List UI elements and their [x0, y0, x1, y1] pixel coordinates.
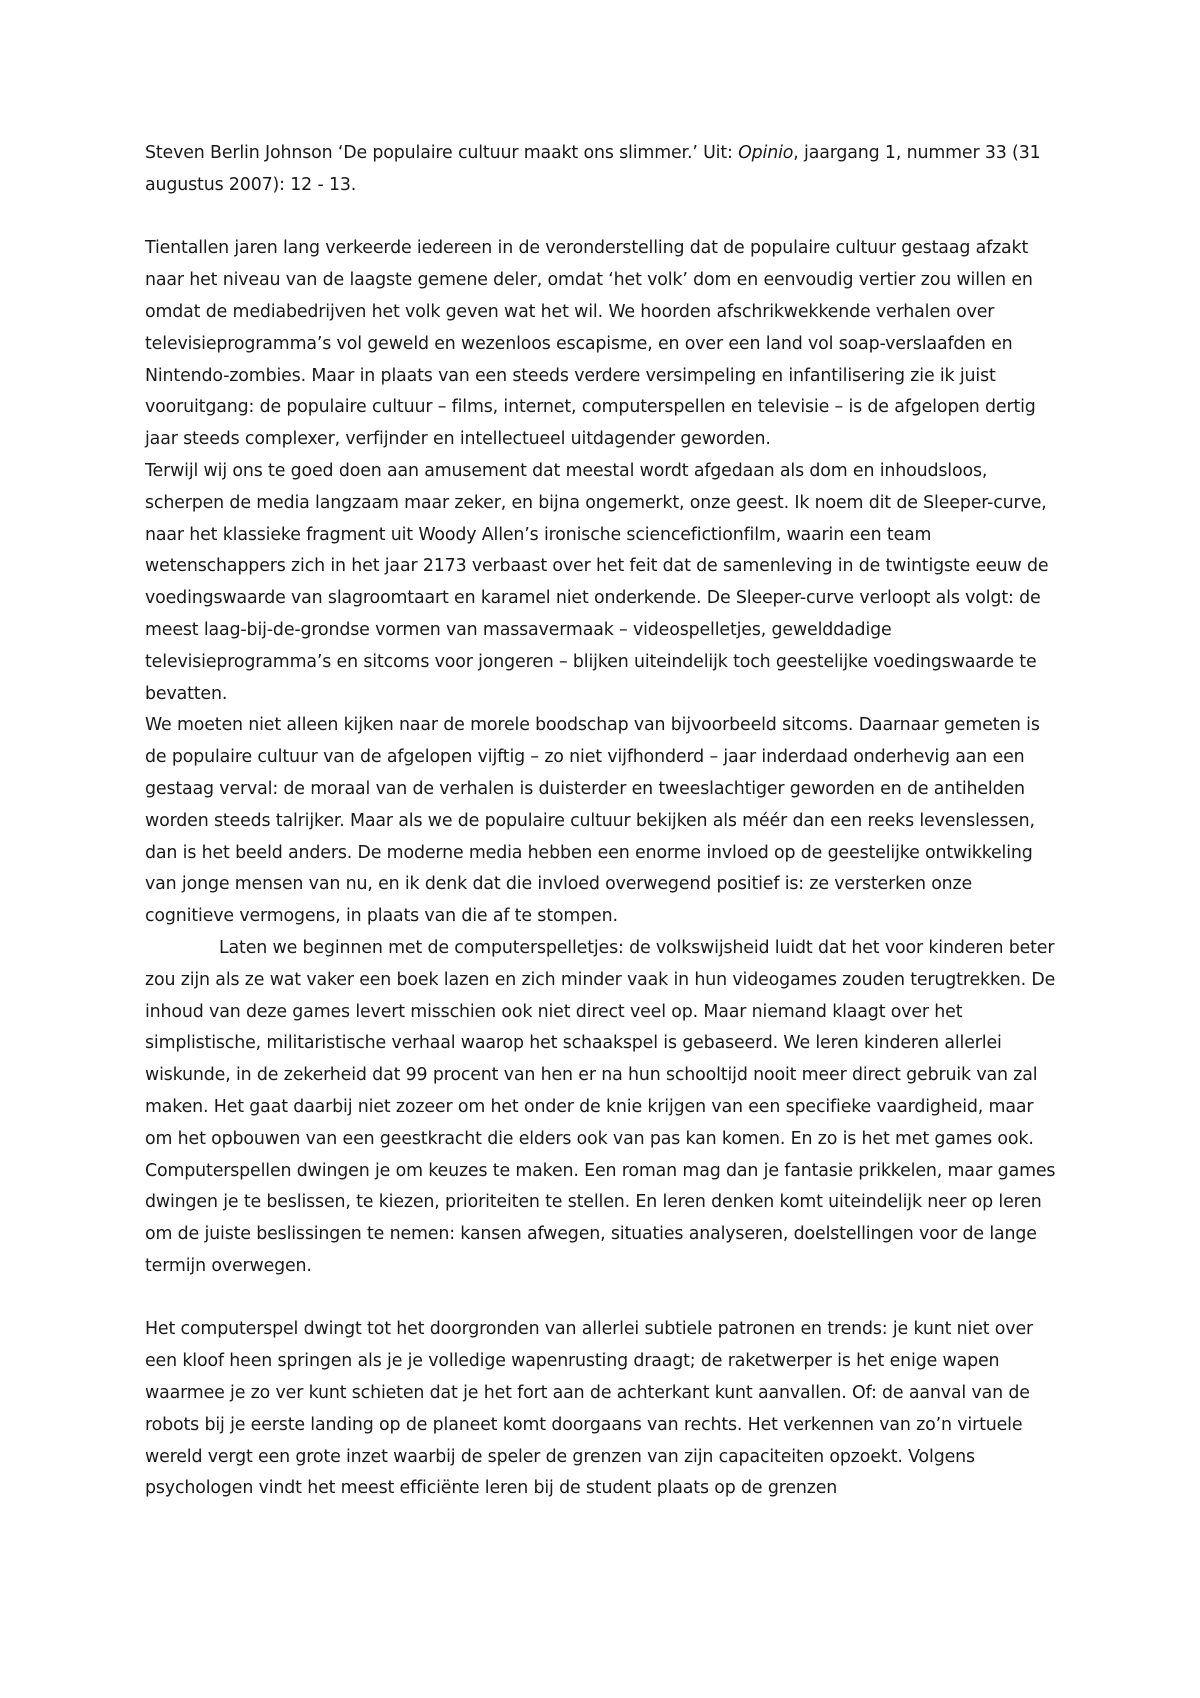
citation-text: Steven Berlin Johnson ‘De populaire cultuur maakt ons slimmer.’ Uit: [145, 143, 739, 163]
paragraph-1: Tientallen jaren lang verkeerde iedereen in de veronderstelling dat de populaire cultuur gestaag afzakt naar het niveau van de laagste gemene deler, omdat ‘het volk’ dom en eenvoudig vertier zou willen en omdat de mediabedrijven het volk geven wat het wil. We hoorden afschrikwekkende verhalen over televisieprogramma’s vol geweld en wezenloos escapisme, en over een land vol soap-verslaafden en Nintendo-zombies. Maar in plaats van een steeds verdere versimpeling en infantilisering zie ik juist vooruitgang: de populaire cultuur – films, internet, computerspellen en televisie – is de afgelopen dertig jaar steeds complexer, verfijnder en intellectueel uitdagender geworden. [145, 238, 1036, 450]
paragraph-5: Het computerspel dwingt tot het doorgronden van allerlei subtiele patronen en trends: je kunt niet over een kloof heen springen als je je volledige wapenrusting draagt; de raketwerper is het enige wapen waarmee je zo ver kunt schieten dat je het fort aan de achterkant kunt aanvallen. Of: de aanval van de robots bij je eerste landing op de planeet komt doorgaans van rechts. Het verkennen van zo’n virtuele wereld vergt een grote inzet waarbij de speler de grenzen van zijn capaciteiten opzoekt. Volgens psychologen vindt het meest efficiënte leren bij de student plaats op de grenzen [145, 1319, 1033, 1499]
article-body [145, 138, 1065, 1505]
source-citation [145, 138, 1065, 202]
citation-details: , jaargang 1, nummer 33 (31 augustus 2007): 12 - 13. [145, 143, 1041, 195]
paragraph-4: Laten we beginnen met de computerspelletjes: de volkswijsheid luidt dat het voor kinderen beter zou zijn als ze wat vaker een boek lazen en zich minder vaak in hun videogames zouden terugtrekken. De inhoud van deze games levert misschien ook niet direct veel op. Maar niemand klaagt over het simplistische, militaristische verhaal waarop het schaakspel is gebaseerd. We leren kinderen allerlei wiskunde, in de zekerheid dat 99 procent van hen er na hun schooltijd nooit meer direct gebruik van zal maken. Het gaat daarbij niet zozeer om het onder de knie krijgen van een specifieke vaardigheid, maar om het opbouwen van een geestkracht die elders ook van pas kan komen. En zo is het met games ook. Computerspellen dwingen je om keuzes te maken. Een roman mag dan je fantasie prikkelen, maar games dwingen je te beslissen, te kiezen, prioriteiten te stellen. En leren denken komt uiteindelijk neer op leren om de juiste beslissingen te nemen: kansen afwegen, situaties analyseren, doelstellingen voor de lange termijn overwegen. [145, 937, 1056, 1276]
paragraph-3: We moeten niet alleen kijken naar de morele boodschap van bijvoorbeeld sitcoms. Daarnaar gemeten is de populaire cultuur van de afgelopen vijftig – zo niet vijfhonderd – jaar inderdaad onderhevig aan een gestaag verval: de moraal van de verhalen is duisterder en tweeslachtiger geworden en de antihelden worden steeds talrijker. Maar als we de populaire cultuur bekijken als méér dan een reeks levenslessen, dan is het beeld anders. De moderne media hebben een enorme invloed op de geestelijke ontwikkeling van jonge mensen van nu, en ik denk dat die invloed overwegend positief is: ze versterken onze cognitieve vermogens, in plaats van die af te stompen. [145, 715, 1040, 927]
publication-name: Opinio [738, 143, 794, 163]
paragraph-2: Terwijl wij ons te goed doen aan amusement dat meestal wordt afgedaan als dom en inhoudsloos, scherpen de media langzaam maar zeker, en bijna ongemerkt, onze geest. Ik noem dit de Sleeper-curve, naar het klassieke fragment uit Woody Allen’s ironische sciencefictionfilm, waarin een team wetenschappers zich in het jaar 2173 verbaast over het feit dat de samenleving in de twintigste eeuw de voedingswaarde van slagroomtaart en karamel niet onderkende. De Sleeper-curve verloopt als volgt: de meest laag-bij-de-grondse vormen van massavermaak – videospelletjes, gewelddadige televisieprogramma’s en sitcoms voor jongeren – blijken uiteindelijk toch geestelijke voedingswaarde te bevatten. [145, 460, 1049, 704]
